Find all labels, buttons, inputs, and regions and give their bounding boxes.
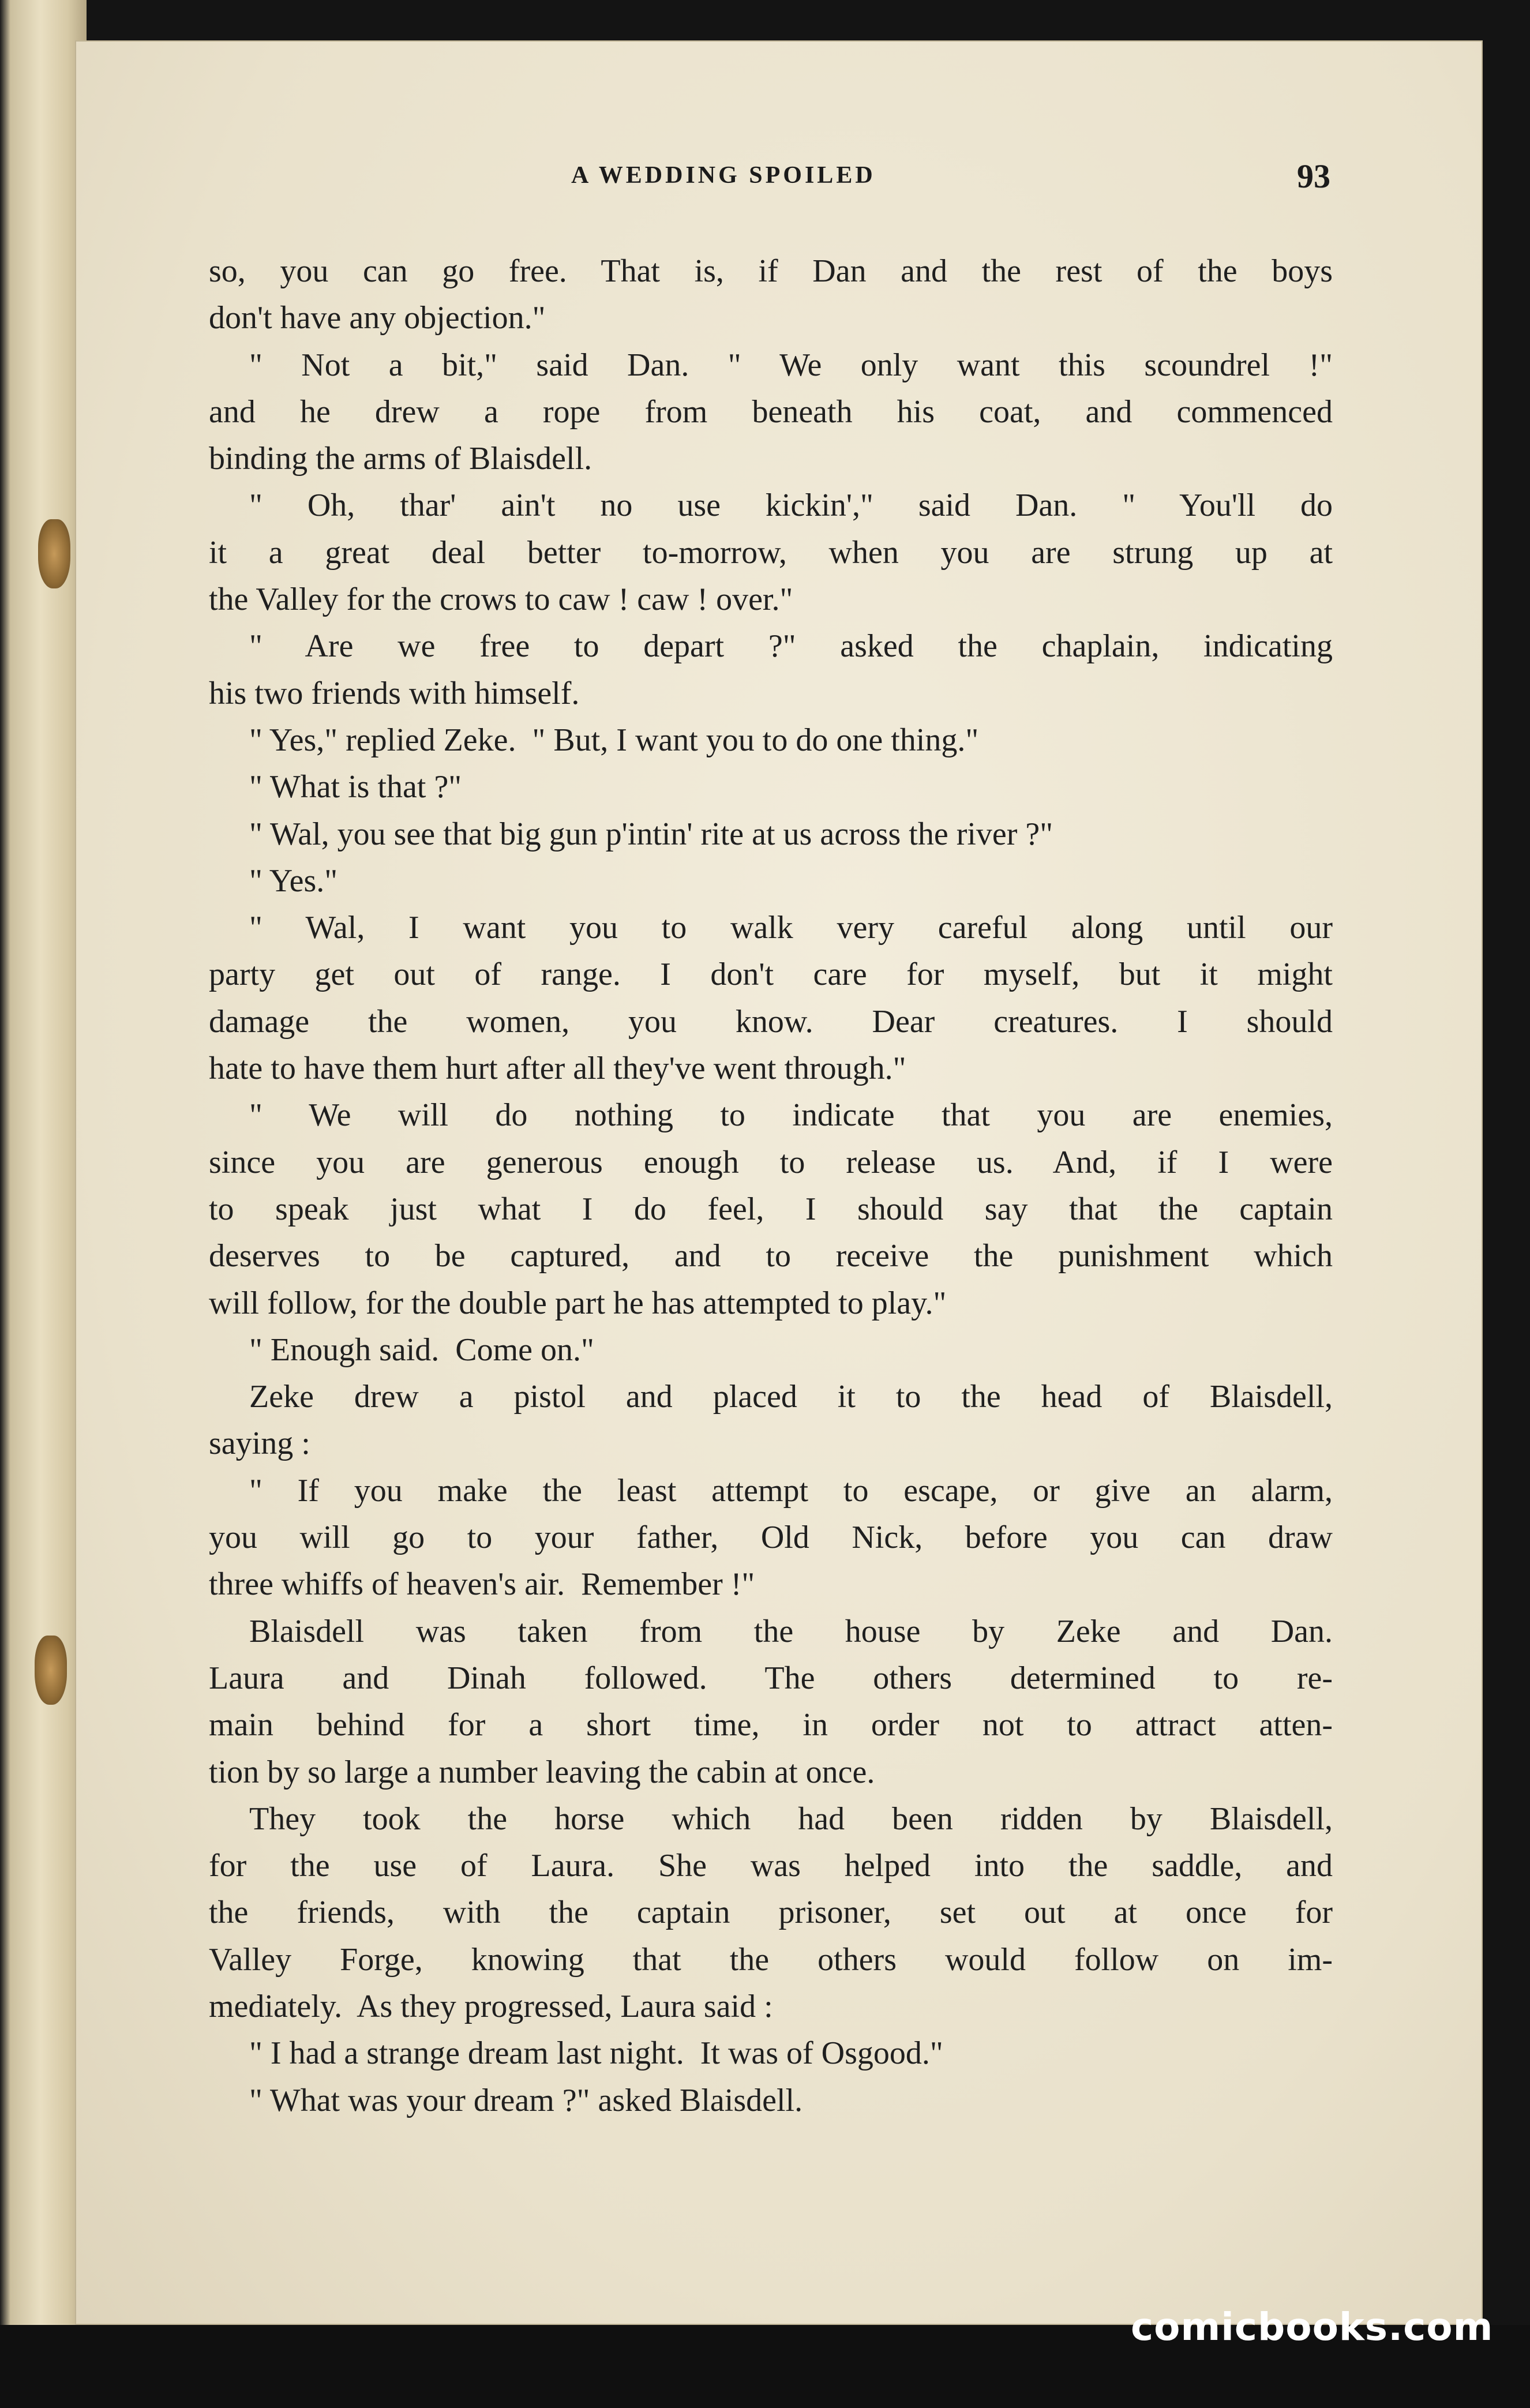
text-line: party get out of range. I don't care for myself, but it might: [209, 957, 1333, 993]
body-text: [209, 248, 1333, 2124]
text-line: the friends, with the captain prisoner, set out at once for: [209, 1895, 1333, 1931]
text-line: main behind for a short time, in order not to attract atten-: [209, 1707, 1333, 1743]
binding-thread: [35, 1636, 67, 1705]
text-line: Laura and Dinah followed. The others determined to re-: [209, 1660, 1333, 1696]
text-line: the Valley for the crows to caw ! caw ! over.": [209, 582, 793, 618]
text-line: " Yes.": [249, 862, 338, 899]
text-line: " Oh, thar' ain't no use kickin'," said Dan. " You'll do: [249, 487, 1333, 524]
text-line: " Enough said. Come on.": [249, 1331, 594, 1368]
text-line: his two friends with himself.: [209, 675, 580, 711]
page-number: 93: [1297, 157, 1330, 195]
text-line: so, you can go free. That is, if Dan and the rest of the boys: [209, 253, 1333, 289]
text-line: " Yes," replied Zeke. " But, I want you to do one thing.": [249, 722, 979, 758]
text-line: binding the arms of Blaisdell.: [209, 441, 592, 477]
text-line: They took the horse which had been ridden by Blaisdell,: [249, 1801, 1333, 1837]
text-line: you will go to your father, Old Nick, before you can draw: [209, 1520, 1333, 1556]
text-line: three whiffs of heaven's air. Remember !": [209, 1566, 755, 1603]
text-line: " Not a bit," said Dan. " We only want this scoundrel !": [249, 347, 1333, 383]
text-line: " What was your dream ?" asked Blaisdell.: [249, 2082, 803, 2118]
text-line: don't have any objection.": [209, 300, 546, 336]
text-line: " Wal, I want you to walk very careful along until our: [249, 910, 1333, 946]
text-line: Valley Forge, knowing that the others would follow on im-: [209, 1941, 1333, 1978]
text-line: hate to have them hurt after all they've went through.": [209, 1051, 906, 1087]
text-line: deserves to be captured, and to receive the punishment which: [209, 1238, 1333, 1274]
text-line: " We will do nothing to indicate that you are enemies,: [249, 1097, 1333, 1134]
binding-thread: [38, 519, 70, 588]
text-line: since you are generous enough to release us. And, if I were: [209, 1144, 1333, 1180]
text-line: tion by so large a number leaving the cabin at once.: [209, 1754, 875, 1790]
text-line: mediately. As they progressed, Laura said :: [209, 1988, 773, 2024]
watermark: comicbooks.com: [1131, 2305, 1494, 2349]
text-line: damage the women, you know. Dear creatures. I should: [209, 1003, 1333, 1040]
text-line: Blaisdell was taken from the house by Zeke and Dan.: [249, 1613, 1333, 1649]
text-line: " Are we free to depart ?" asked the chaplain, indicating: [249, 628, 1333, 665]
book-spine: [0, 0, 87, 2408]
text-line: and he drew a rope from beneath his coat, and commenced: [209, 393, 1333, 430]
text-line: will follow, for the double part he has attempted to play.": [209, 1285, 947, 1321]
running-head: A WEDDING SPOILED: [571, 162, 876, 189]
text-line: " Wal, you see that big gun p'intin' rite at us across the river ?": [249, 816, 1053, 852]
text-line: " I had a strange dream last night. It was of Osgood.": [249, 2035, 943, 2072]
text-line: " What is that ?": [249, 769, 462, 805]
text-line: Zeke drew a pistol and placed it to the head of Blaisdell,: [249, 1379, 1333, 1415]
text-line: for the use of Laura. She was helped into the saddle, and: [209, 1848, 1333, 1884]
text-line: " If you make the least attempt to escape, or give an alarm,: [249, 1472, 1333, 1509]
text-line: to speak just what I do feel, I should say that the captain: [209, 1191, 1333, 1227]
text-line: saying :: [209, 1426, 310, 1462]
text-line: it a great deal better to-morrow, when you are strung up at: [209, 534, 1333, 571]
